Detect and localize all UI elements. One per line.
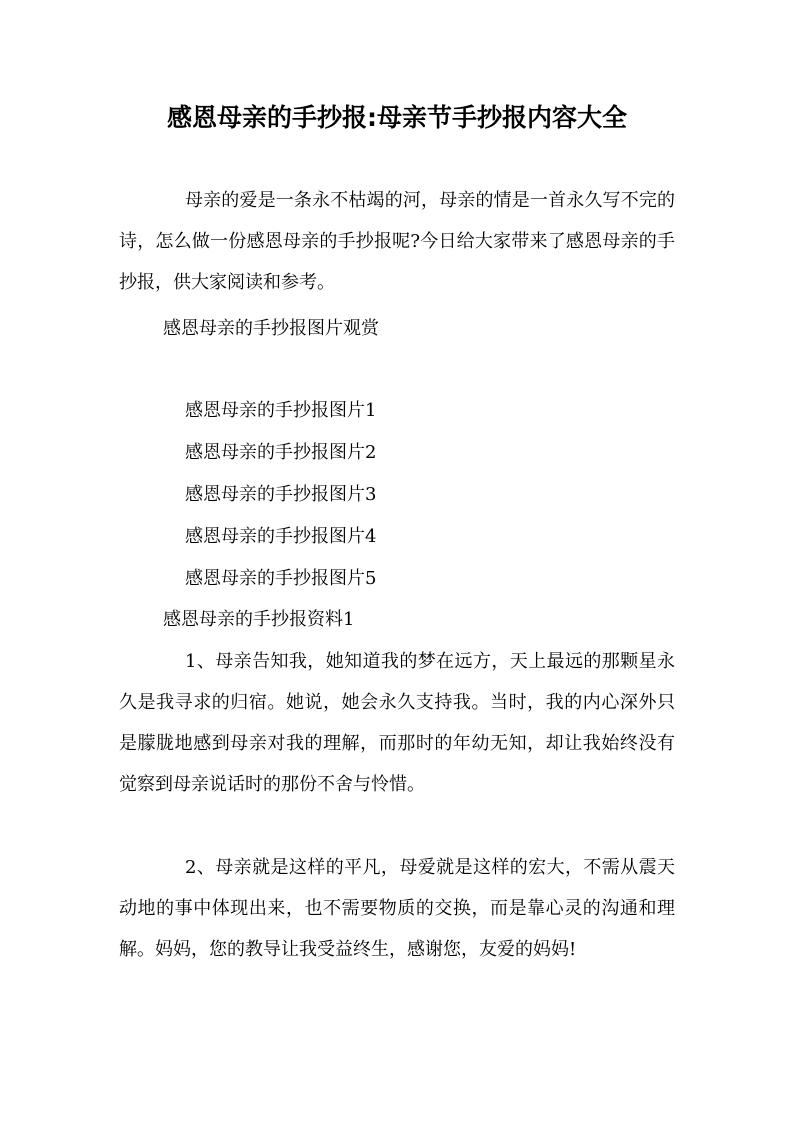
picture-caption: 感恩母亲的手抄报图片5 xyxy=(185,568,377,589)
material-heading: 感恩母亲的手抄报资料1 xyxy=(163,609,355,630)
intro-paragraph: 母亲的爱是一条永不枯竭的河，母亲的情是一首永久写不完的诗，怎么做一份感恩母亲的手抄报呢?今日给大家带来了感恩母亲的手抄报，供大家阅读和参考。 xyxy=(119,190,675,293)
gallery-heading: 感恩母亲的手抄报图片观赏 xyxy=(163,318,379,339)
document-title: 感恩母亲的手抄报:母亲节手抄报内容大全 xyxy=(167,103,627,132)
picture-caption: 感恩母亲的手抄报图片3 xyxy=(185,484,377,505)
body-paragraph-2: 2、母亲就是这样的平凡，母爱就是这样的宏大，不需从震天动地的事中体现出来，也不需要物质的交换，而是靠心灵的沟通和理解。妈妈，您的教导让我受益终生，感谢您，友爱的妈妈! xyxy=(119,857,675,960)
picture-caption: 感恩母亲的手抄报图片2 xyxy=(185,442,377,463)
picture-caption: 感恩母亲的手抄报图片4 xyxy=(185,526,377,547)
body-paragraph-1: 1、母亲告知我，她知道我的梦在远方，天上最远的那颗星永久是我寻求的归宿。她说，她会永久支持我。当时，我的内心深外只是朦胧地感到母亲对我的理解，而那时的年幼无知，却让我始终没有觉察到母亲说话时的那份不舍与怜惜。 xyxy=(119,651,675,795)
picture-caption: 感恩母亲的手抄报图片1 xyxy=(185,400,377,421)
